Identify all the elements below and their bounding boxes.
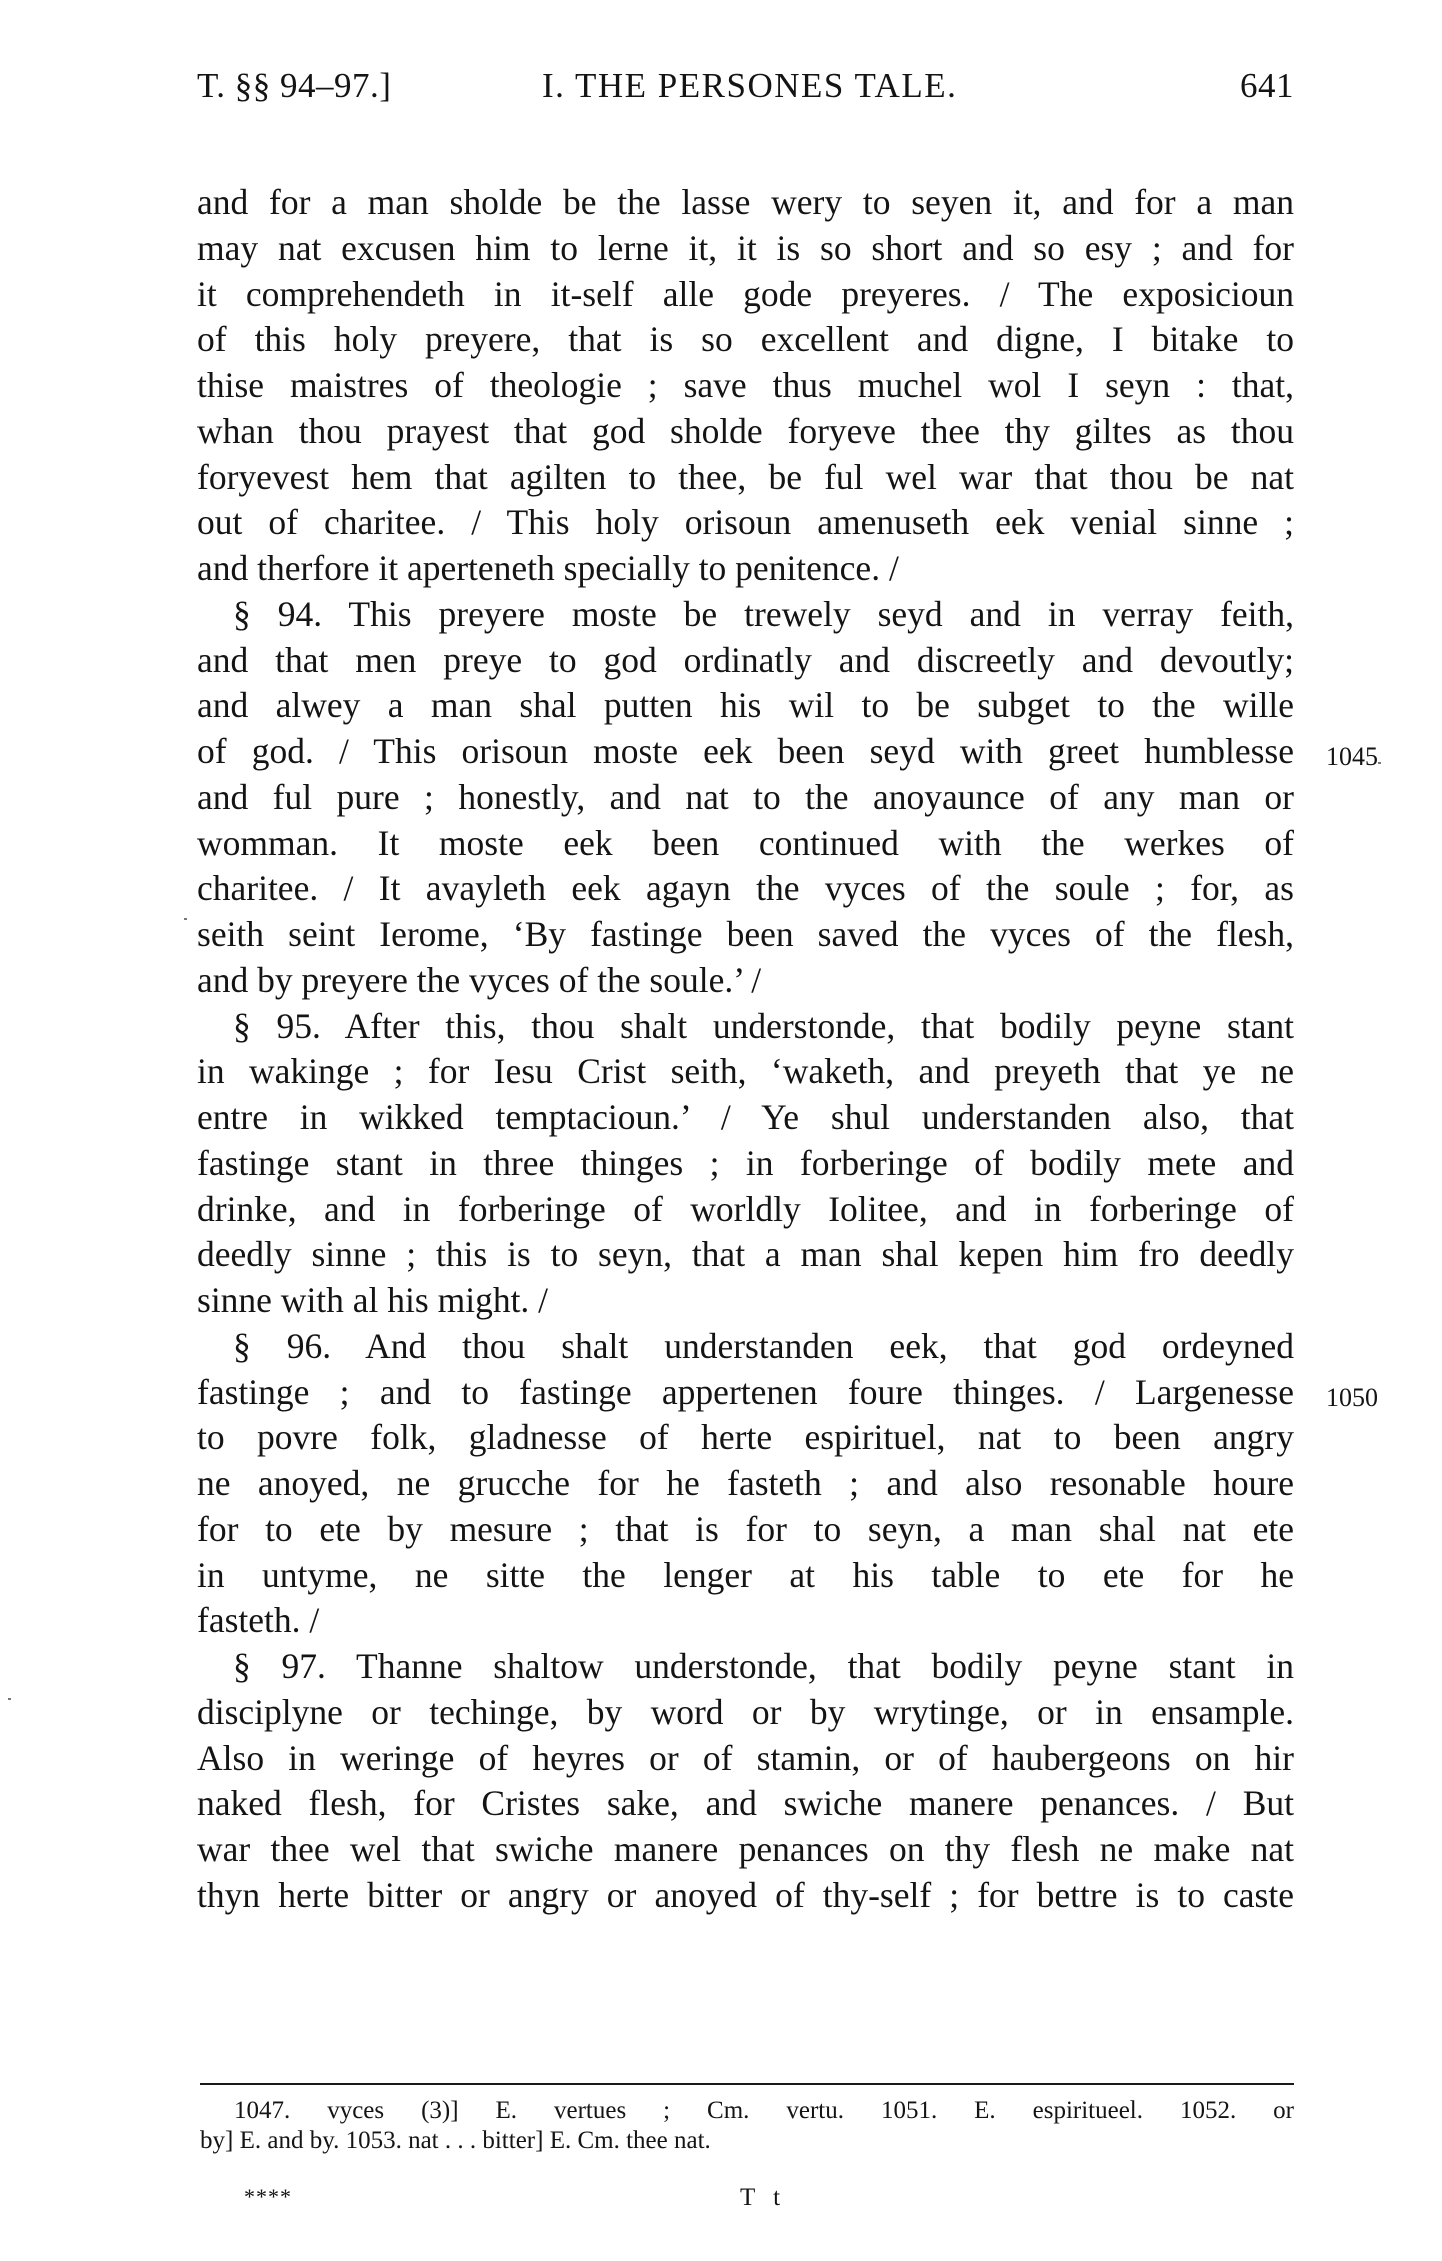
text-line: and ful pure ; honestly, and nat to the anoyaunce of any man or [197,776,1294,817]
margin-line-number: 1045 [1326,742,1378,771]
text-line: and by preyere the vyces of the soule.’ / [197,959,762,1000]
text-line: it comprehendeth in it-self alle gode preyeres. / The exposicioun [197,273,1294,314]
text-line: womman. It moste eek been continued with the werkes of [197,822,1294,863]
scan-speck [1378,762,1381,764]
text-line: drinke, and in forberinge of worldly Iolitee, and in forberinge of [197,1188,1294,1229]
margin-line-number: 1050 [1326,1383,1378,1412]
text-line: out of charitee. / This holy orisoun amenuseth eek venial sinne ; [197,502,1294,543]
text-line: charitee. / It avayleth eek agayn the vyces of the soule ; for, as [197,868,1294,909]
running-head [197,66,1294,110]
printer-mark-stars: **** [244,2184,292,2209]
text-line: and that men preye to god ordinatly and discreetly and devoutly; [197,639,1294,680]
text-line: Also in weringe of heyres or of stamin, or of haubergeons on hir [197,1737,1294,1778]
text-line: in untyme, ne sitte the lenger at his table to ete for he [197,1554,1294,1595]
section-96-start: § 96. And thou shalt understanden eek, that god ordeyned [233,1325,1294,1366]
scan-speck [8,1698,11,1700]
text-line: naked flesh, for Cristes sake, and swiche manere penances. / But [197,1783,1294,1824]
text-line: and therfore it aperteneth specially to penitence. / [197,548,899,588]
text-line: deedly sinne ; this is to seyn, that a man shal kepen him fro deedly [197,1234,1294,1275]
text-line: thise maistres of theologie ; save thus muchel wol I seyn : that, [197,365,1294,405]
text-line: thyn herte bitter or angry or anoyed of thy-self ; for bettre is to caste [197,1874,1294,1915]
footnote-line: by] E. and by. 1053. nat . . . bitter] E. Cm. thee nat. [200,2127,711,2154]
signature-mark: T t [740,2184,787,2211]
text-line: seith seint Ierome, ‘By fastinge been saved the vyces of the flesh, [197,914,1294,954]
text-line: of god. / This orisoun moste eek been seyd with greet humblesse [197,731,1294,771]
footnote-line: 1047. vyces (3)] E. vertues ; Cm. vertu. 1051. E. espiritueel. 1052. or [234,2097,1294,2124]
text-line: fastinge stant in three thinges ; in forberinge of bodily mete and [197,1142,1294,1183]
text-line: may nat excusen him to lerne it, it is so short and so esy ; and for [197,227,1294,268]
page-number: 641 [1240,66,1294,105]
section-94-start: § 94. This preyere moste be trewely seyd and in verray feith, [233,593,1294,634]
text-line: war thee wel that swiche manere penances on thy flesh ne make nat [197,1829,1294,1869]
text-line: and for a man sholde be the lasse wery to seyen it, and for a man [197,182,1294,222]
text-line: for to ete by mesure ; that is for to seyn, a man shal nat ete [197,1508,1294,1549]
text-line: whan thou prayest that god sholde foryeve thee thy giltes as thou [197,410,1294,451]
footnote-rule [200,2083,1294,2085]
section-95-start: § 95. After this, thou shalt understonde, that bodily peyne stant [233,1005,1294,1046]
text-line: sinne with al his might. / [197,1280,549,1320]
footnotes [200,2096,1294,2156]
body-text [197,180,1294,1919]
text-line: and alwey a man shal putten his wil to be subget to the wille [197,685,1294,726]
text-line: foryevest hem that agilten to thee, be ful wel war that thou be nat [197,456,1294,497]
text-line: fastinge ; and to fastinge appertenen foure thinges. / Largenesse [197,1371,1294,1412]
text-line: entre in wikked temptacioun.’ / Ye shul understanden also, that [197,1097,1294,1137]
text-line: fasteth. / [197,1600,320,1641]
text-line: disciplyne or techinge, by word or by wrytinge, or in ensample. [197,1691,1294,1732]
text-line: ne anoyed, ne grucche for he fasteth ; and also resonable houre [197,1463,1294,1503]
text-line: in wakinge ; for Iesu Crist seith, ‘waketh, and preyeth that ye ne [197,1051,1294,1092]
page-title: I. THE PERSONES TALE. [542,66,958,105]
text-line: of this holy preyere, that is so excellent and digne, I bitake to [197,319,1294,360]
text-line: to povre folk, gladnesse of herte espirituel, nat to been angry [197,1417,1294,1458]
section-97-start: § 97. Thanne shaltow understonde, that bodily peyne stant in [233,1646,1294,1686]
scan-speck [184,918,187,920]
section-reference: T. §§ 94–97.] [197,66,392,105]
